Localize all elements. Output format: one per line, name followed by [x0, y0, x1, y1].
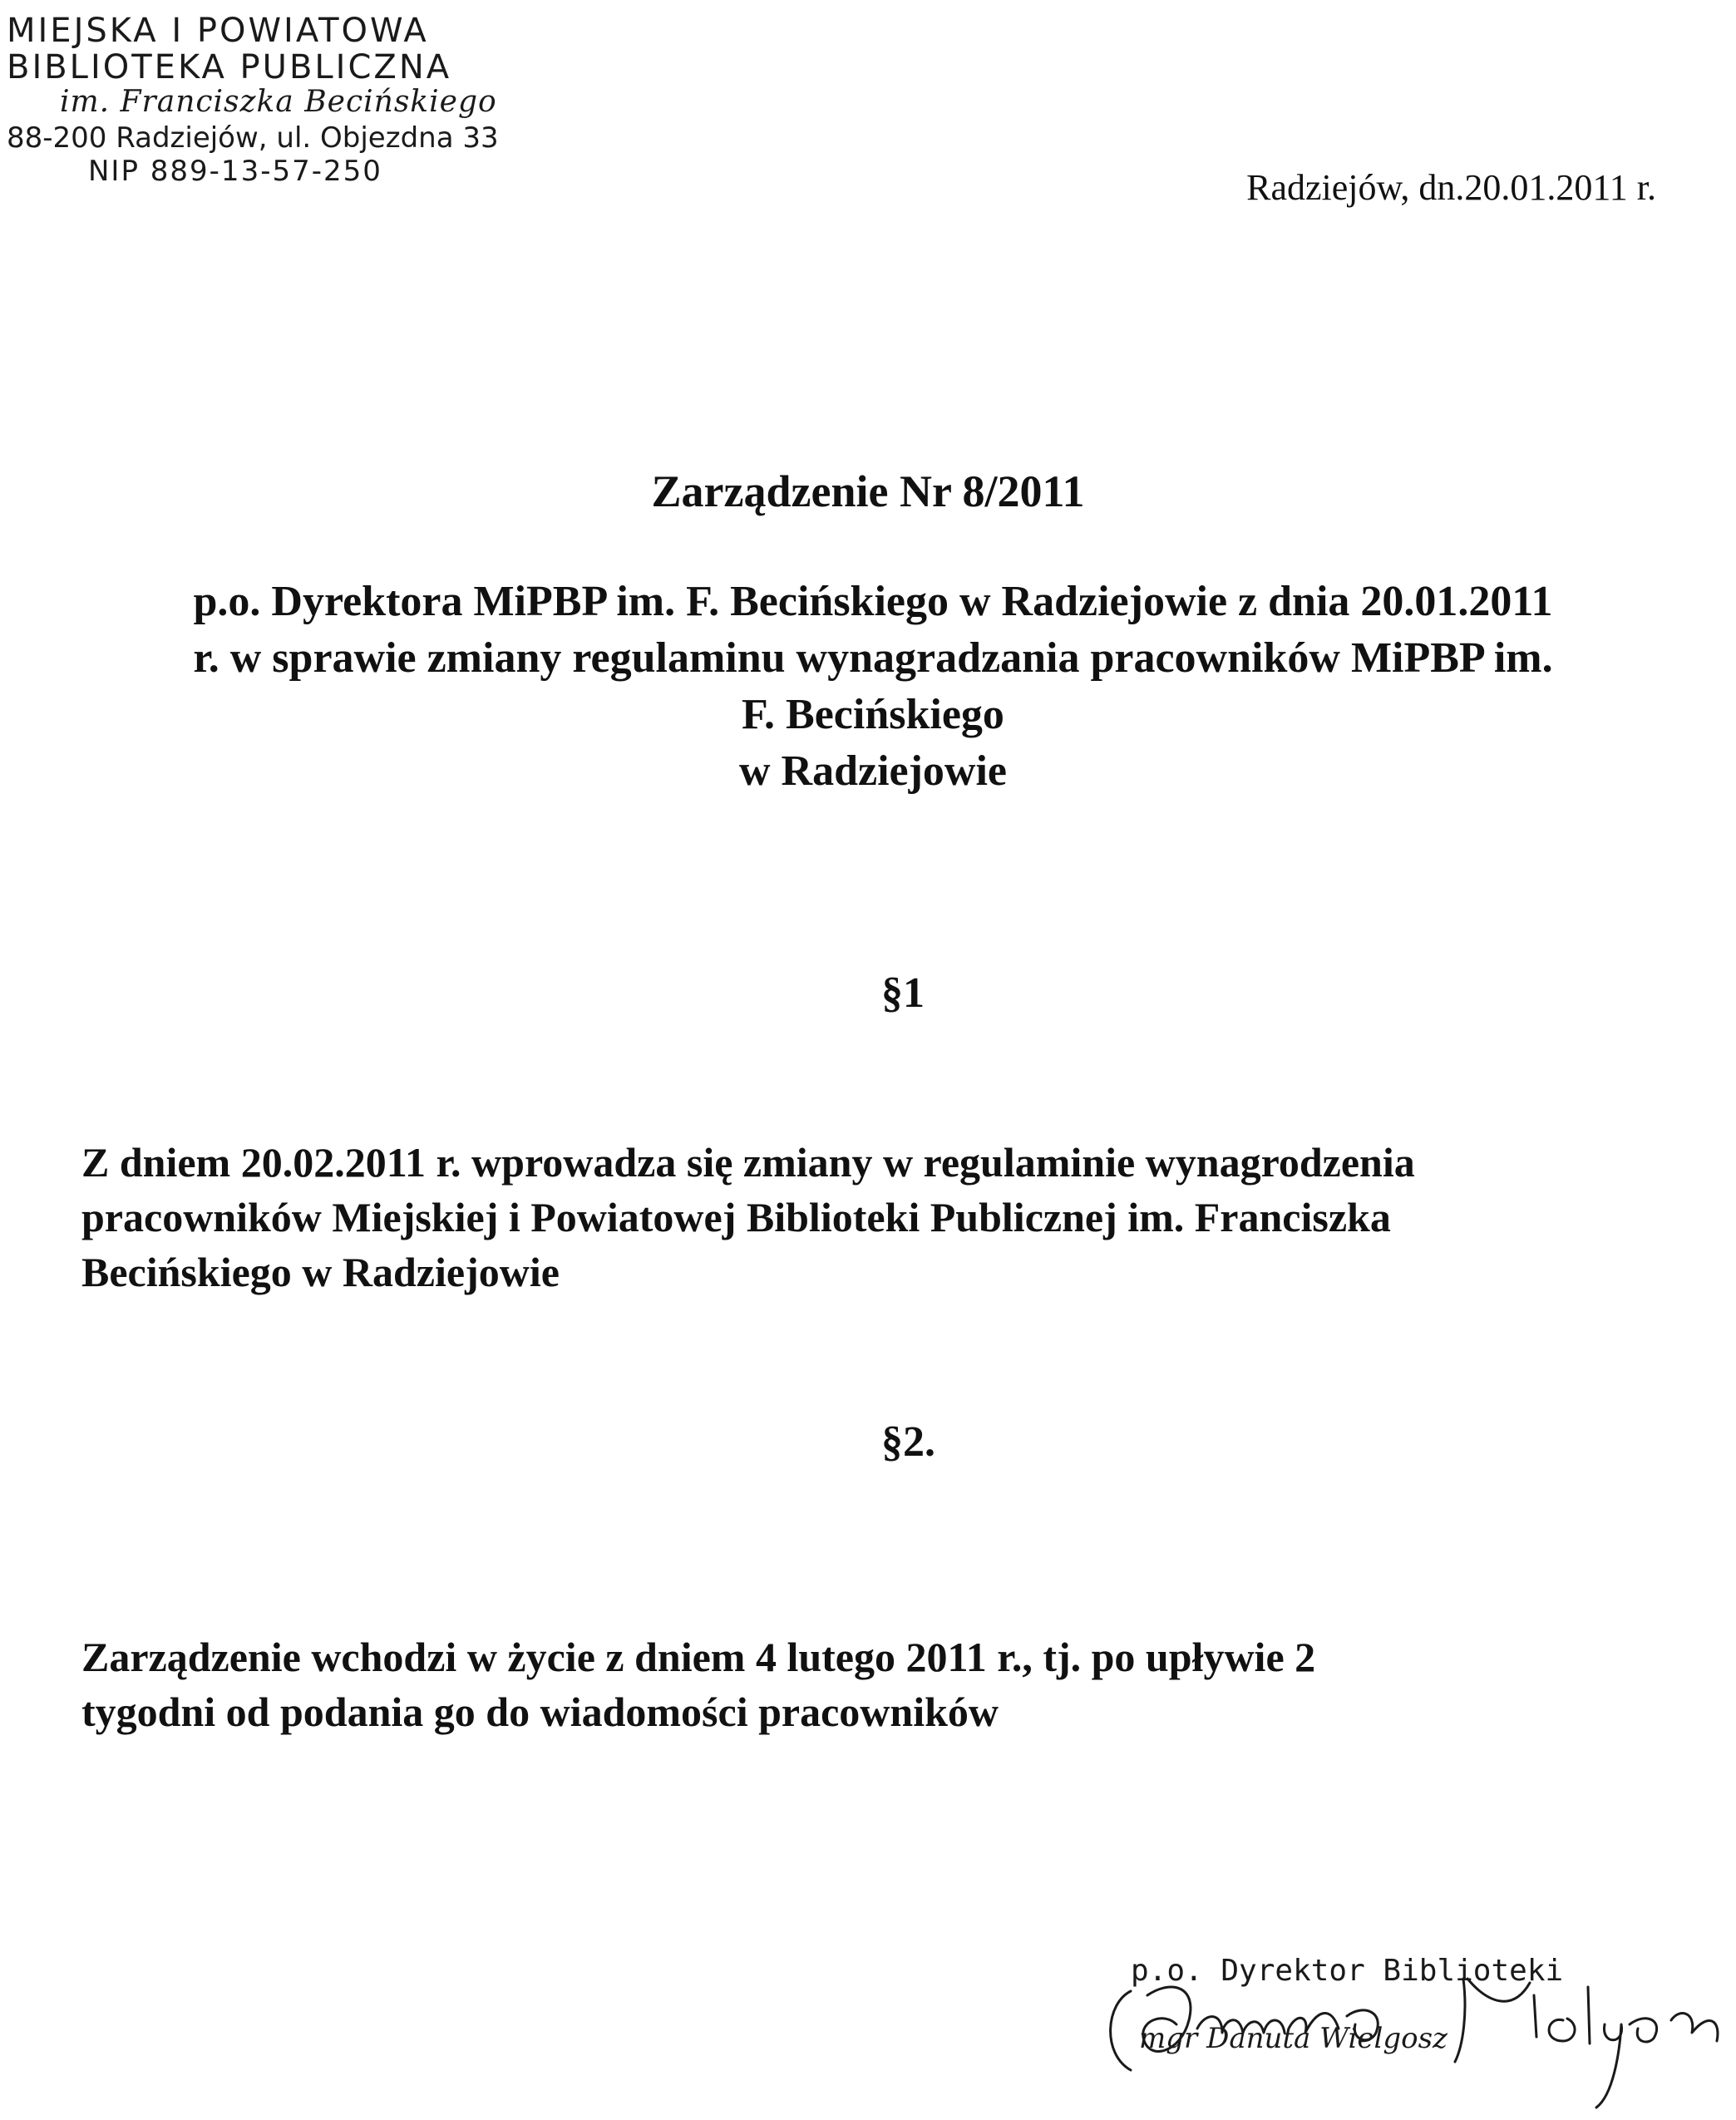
signatory-name: mgr Danuta Wielgosz	[1139, 2022, 1447, 2055]
section-1-text	[81, 1135, 1661, 1299]
subject-line-3: F. Becińskiego	[742, 691, 1004, 738]
section-1-line-3: Becińskiego w Radziejowie	[81, 1249, 560, 1295]
handwritten-signature	[1097, 1945, 1729, 2112]
stamp-line-institution-1: MIEJSKA I POWIATOWA	[7, 12, 429, 50]
document-date: Radziejów, dn.20.01.2011 r.	[1246, 167, 1656, 208]
stamp-line-nip: NIP 889-13-57-250	[88, 155, 382, 188]
section-2-text	[81, 1629, 1661, 1739]
document-subject	[100, 574, 1646, 800]
subject-line-2: r. w sprawie zmiany regulaminu wynagradzania pracowników MiPBP im.	[193, 634, 1553, 682]
document-title: Zarządzenie Nr 8/2011	[651, 466, 1085, 516]
signature-block	[1097, 1945, 1729, 2112]
section-2-line-1: Zarządzenie wchodzi w życie z dniem 4 lutego 2011 r., tj. po upływie 2	[81, 1634, 1316, 1680]
section-1-mark: §1	[881, 969, 925, 1017]
stamp-line-address: 88-200 Radziejów, ul. Objezdna 33	[7, 121, 499, 155]
stamp-line-institution-2: BIBLIOTEKA PUBLICZNA	[7, 48, 452, 86]
section-1-line-2: pracowników Miejskiej i Powiatowej Biblioteki Publicznej im. Franciszka	[81, 1194, 1391, 1240]
section-2-line-2: tygodni od podania go do wiadomości pracowników	[81, 1689, 999, 1735]
section-1-line-1: Z dniem 20.02.2011 r. wprowadza się zmiany w regulaminie wynagrodzenia	[81, 1139, 1415, 1186]
stamp-line-patron: im. Franciszka Becińskiego	[60, 85, 497, 119]
subject-line-1: p.o. Dyrektora MiPBP im. F. Becińskiego w Radziejowie z dnia 20.01.2011	[193, 578, 1553, 625]
section-2-mark: §2.	[881, 1418, 935, 1466]
subject-line-4: w Radziejowie	[738, 747, 1008, 795]
signatory-role: p.o. Dyrektor Biblioteki	[1131, 1954, 1564, 1988]
